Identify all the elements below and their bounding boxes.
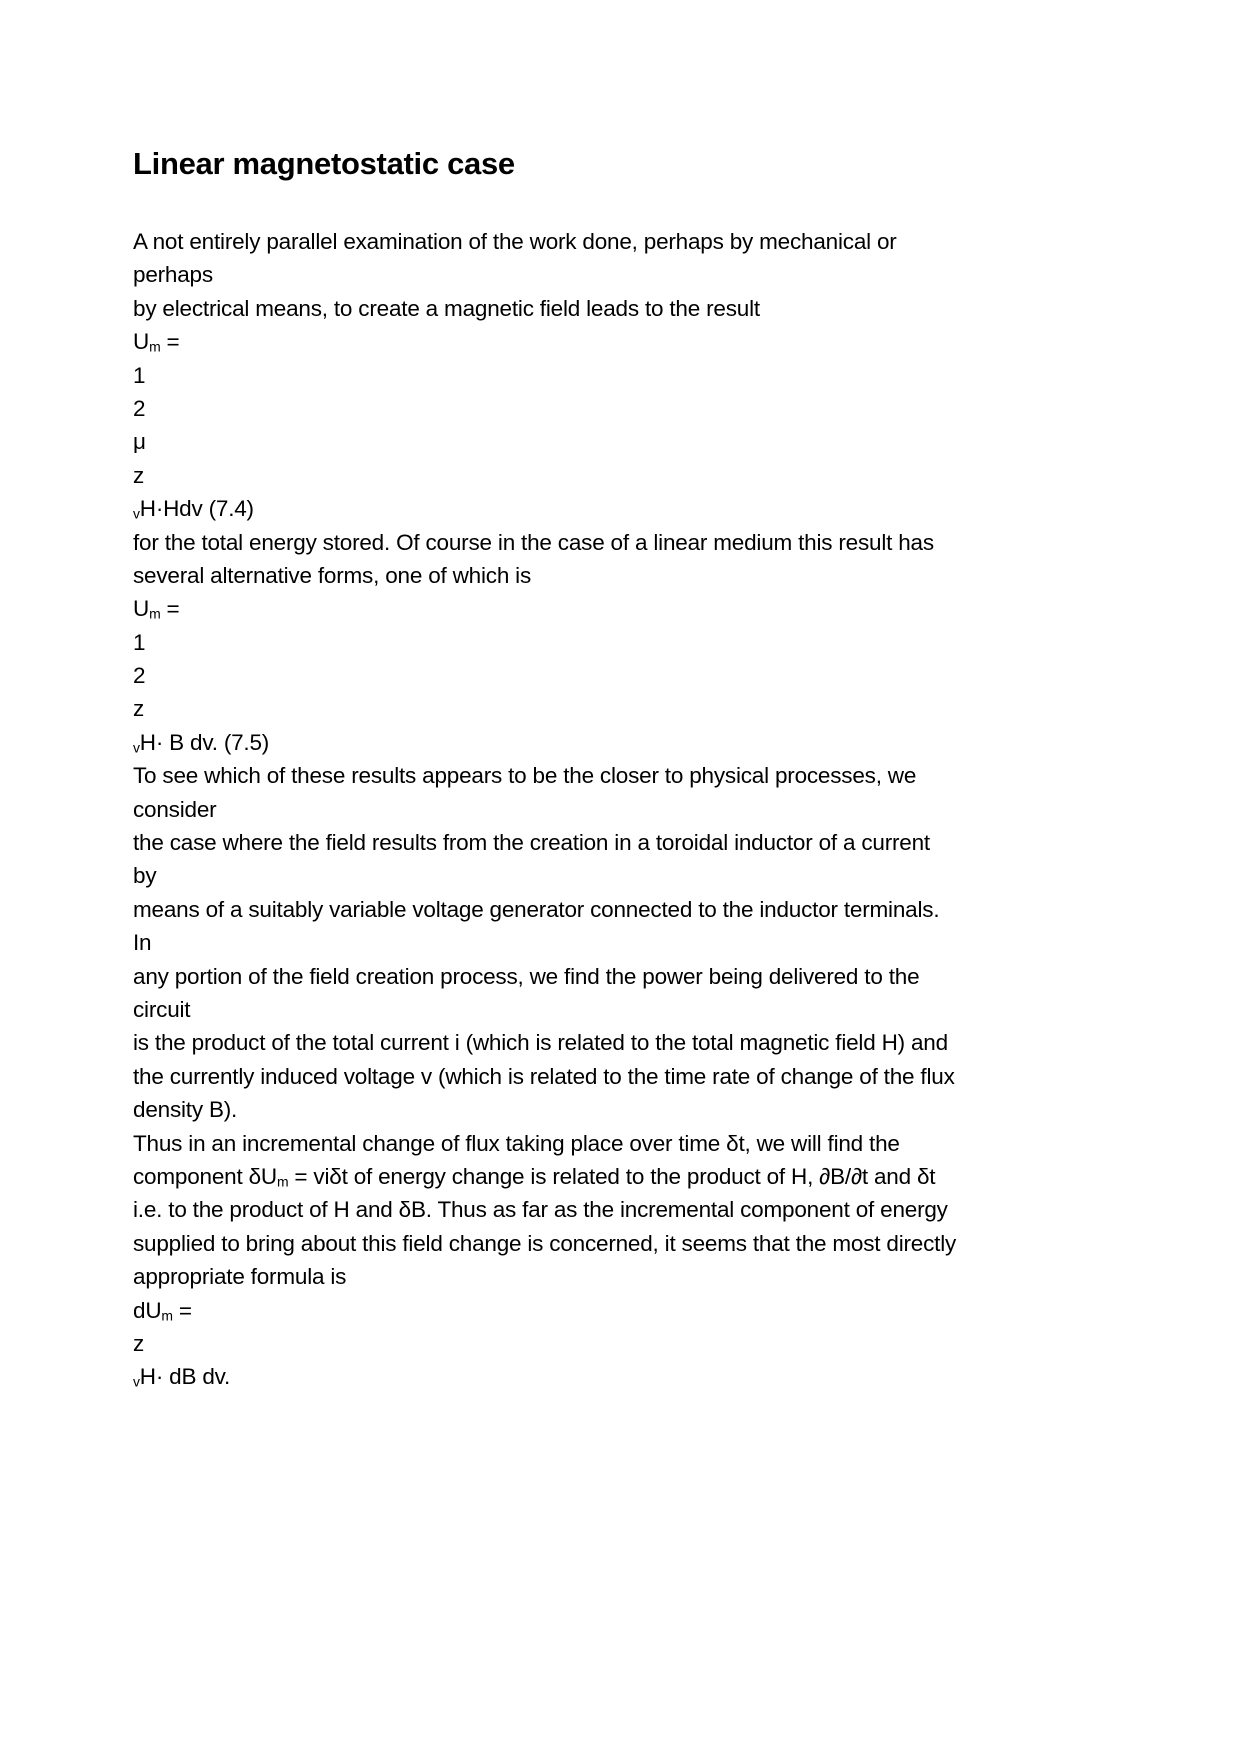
subscript-text: m <box>149 338 161 355</box>
document-title: Linear magnetostatic case <box>133 146 515 181</box>
text-line: several alternative forms, one of which is <box>133 562 532 588</box>
text-line: vH·Hdv (7.4) <box>133 496 254 522</box>
document-body <box>133 225 1133 1394</box>
text-line: z <box>133 462 145 488</box>
text-line: To see which of these results appears to be the closer to physical processes, we <box>133 763 917 789</box>
text-line: the case where the field results from the creation in a toroidal inductor of a current <box>133 830 930 856</box>
text-line: z <box>133 696 145 722</box>
subscript-text: v <box>133 1373 140 1390</box>
text-line: appropriate formula is <box>133 1264 347 1290</box>
text-line: A not entirely parallel examination of the work done, perhaps by mechanical or <box>133 229 897 254</box>
text-line: vH· B dv. (7.5) <box>133 729 270 756</box>
text-line: 2 <box>133 395 146 421</box>
subscript-text: m <box>149 605 161 622</box>
text-line: density B). <box>133 1097 238 1123</box>
text-line: 2 <box>133 663 146 689</box>
text-line: any portion of the field creation process, we find the power being delivered to the <box>133 963 920 989</box>
text-line: circuit <box>133 996 191 1022</box>
text-line: is the product of the total current i (which is related to the total magnetic field H) and <box>133 1030 948 1056</box>
text-line: the currently induced voltage v (which is related to the time rate of change of the flux <box>133 1063 955 1089</box>
text-line: by electrical means, to create a magnetic field leads to the result <box>133 295 760 321</box>
subscript-text: v <box>133 505 140 522</box>
text-line: z <box>133 1330 145 1356</box>
text-line: means of a suitably variable voltage generator connected to the inductor terminals. <box>133 896 940 922</box>
text-line: for the total energy stored. Of course in the case of a linear medium this result has <box>133 529 934 555</box>
text-line: 1 <box>133 629 146 655</box>
text-line: by <box>133 863 157 889</box>
text-line: perhaps <box>133 262 213 288</box>
text-line: Um = <box>133 596 180 622</box>
subscript-text: m <box>276 1173 289 1190</box>
text-line: vH· dB dv. <box>133 1364 231 1390</box>
text-line: Thus in an incremental change of flux taking place over time δt, we will find the <box>133 1130 900 1156</box>
text-line: i.e. to the product of H and δB. Thus as far as the incremental component of energy <box>133 1197 948 1223</box>
text-line: Um = <box>133 329 180 355</box>
text-line: component δUm = viδt of energy change is related to the product of H, ∂B/∂t and δt <box>133 1163 936 1190</box>
text-line: 1 <box>133 362 146 388</box>
subscript-text: m <box>161 1307 173 1323</box>
text-line: μ <box>133 429 146 455</box>
text-line: consider <box>133 796 217 822</box>
text-line: In <box>133 930 152 956</box>
subscript-text: v <box>133 739 140 756</box>
text-line: supplied to bring about this field change is concerned, it seems that the most directly <box>133 1230 957 1256</box>
text-line: dUm = <box>133 1297 192 1323</box>
